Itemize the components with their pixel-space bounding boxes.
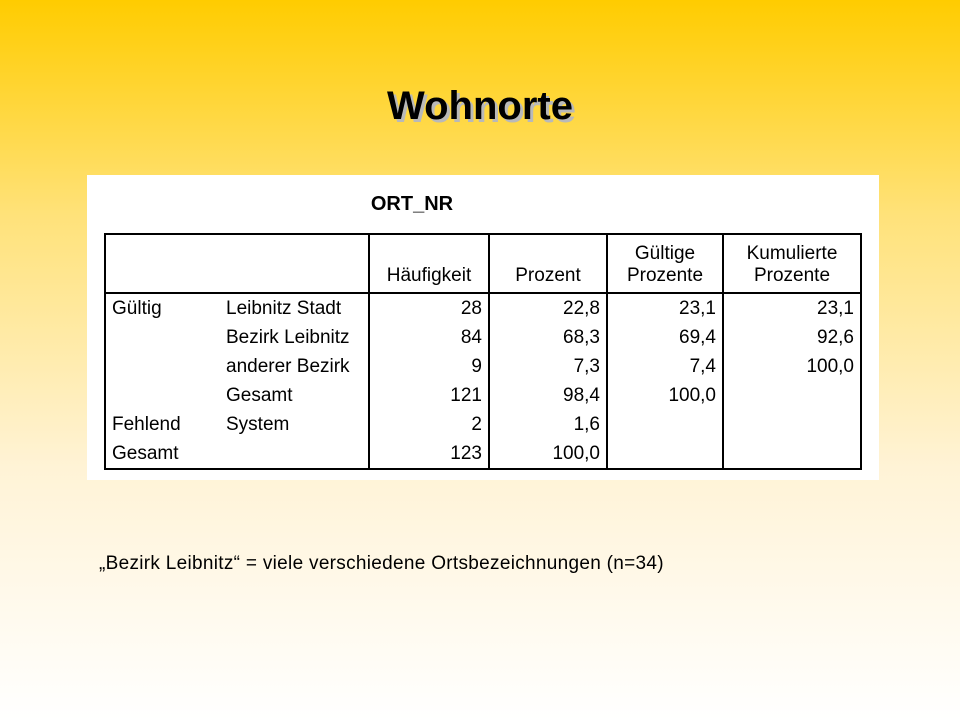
table-caption: ORT_NR <box>370 193 454 215</box>
cell-cumulative-percent: 23,1 <box>723 293 861 323</box>
cell-percent: 98,4 <box>489 381 607 410</box>
cell-frequency: 2 <box>369 410 489 439</box>
cell-percent: 100,0 <box>489 439 607 469</box>
header-valid-percent: Gültige Prozente <box>607 234 723 293</box>
header-frequency: Häufigkeit <box>369 234 489 293</box>
row-group <box>105 352 220 381</box>
table-row <box>105 352 861 381</box>
cell-frequency: 9 <box>369 352 489 381</box>
frequency-table <box>104 233 862 470</box>
table-row <box>105 381 861 410</box>
row-group: Fehlend <box>112 414 181 435</box>
row-label: System <box>226 414 290 435</box>
header-blank-group <box>105 234 220 293</box>
row-group <box>105 381 220 410</box>
header-blank-label <box>220 234 369 293</box>
table-row <box>105 293 861 323</box>
cell-percent: 7,3 <box>489 352 607 381</box>
table-row <box>105 323 861 352</box>
cell-cumulative-percent: 92,6 <box>723 323 861 352</box>
cell-cumulative-percent <box>723 381 861 410</box>
cell-valid-percent: 23,1 <box>607 293 723 323</box>
cell-percent: 68,3 <box>489 323 607 352</box>
cell-cumulative-percent: 100,0 <box>723 352 861 381</box>
row-group: Gesamt <box>112 443 179 464</box>
table-row <box>105 410 861 439</box>
row-label: Leibnitz Stadt <box>220 293 369 323</box>
cell-percent: 22,8 <box>489 293 607 323</box>
table-header-row <box>105 234 861 293</box>
slide-title: Wohnorte <box>387 84 573 128</box>
cell-cumulative-percent <box>723 439 861 469</box>
cell-frequency: 28 <box>369 293 489 323</box>
cell-valid-percent: 100,0 <box>607 381 723 410</box>
row-label: anderer Bezirk <box>226 356 350 377</box>
row-label <box>220 439 369 469</box>
footer-note: „Bezirk Leibnitz“ = viele verschiedene Ortsbezeichnungen (n=34) <box>99 553 664 574</box>
cell-frequency: 84 <box>369 323 489 352</box>
row-group: Gültig <box>105 293 220 323</box>
cell-percent: 1,6 <box>489 410 607 439</box>
cell-valid-percent <box>607 439 723 469</box>
cell-frequency: 123 <box>369 439 489 469</box>
row-group <box>105 323 220 352</box>
cell-valid-percent: 7,4 <box>607 352 723 381</box>
cell-frequency: 121 <box>369 381 489 410</box>
cell-cumulative-percent <box>723 410 861 439</box>
row-label: Gesamt <box>226 385 293 406</box>
cell-valid-percent <box>607 410 723 439</box>
table-row <box>105 439 861 469</box>
header-percent: Prozent <box>489 234 607 293</box>
cell-valid-percent: 69,4 <box>607 323 723 352</box>
frequency-table-panel <box>87 175 879 480</box>
row-label: Bezirk Leibnitz <box>226 327 350 348</box>
header-cumulative-percent: Kumulierte Prozente <box>723 234 861 293</box>
